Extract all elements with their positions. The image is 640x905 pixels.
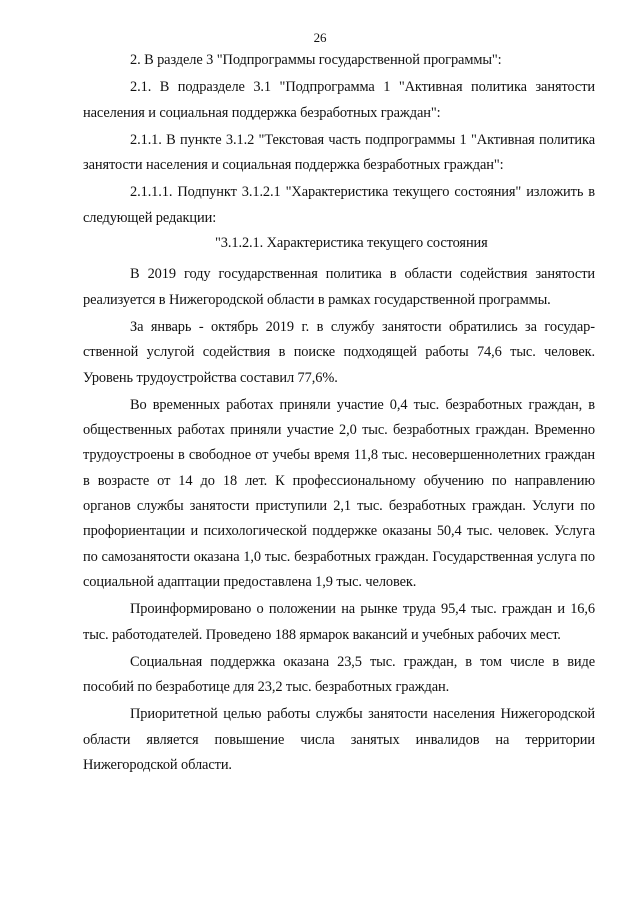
document-body bbox=[83, 48, 595, 778]
paragraph-temporary-works: Во временных работах приняли участие 0,4 тыс. безработных граждан, в общественных работах приняли участие 2,0 тыс. безработных граждан. Временно трудоустроены в свободное от учебы время 11,8 тыс. несовершеннолетних граждан в возрасте от 14 до 18 лет. К профессиональному обучению по направлению органов службы занятости приступили 2,1 тыс. безработных граждан. Услуги по профориентации и психологической поддержке оказаны 50,4 тыс. человек. Услуга по самозанятости оказана 1,0 тыс. безработных граждан. Государственная услуга по социальной адаптации предоставлена 1,9 тыс. человек. bbox=[83, 396, 595, 590]
paragraph-policy-2019: В 2019 году государственная политика в области содействия занятости реализуется в Нижегородской области в рамках государственной программы. bbox=[83, 266, 595, 308]
paragraph-social-support: Социальная поддержка оказана 23,5 тыс. граждан, в том числе в виде пособий по безработице для 23,2 тыс. безработных граждан. bbox=[83, 653, 595, 696]
paragraph-section-3: 2. В разделе 3 "Подпрограммы государственной программы": bbox=[130, 52, 502, 68]
paragraph-subsection-3-1: 2.1. В подразделе 3.1 "Подпрограмма 1 "Активная политика занятости населения и социальная поддержка безработных граждан": bbox=[83, 79, 595, 121]
section-heading: "3.1.2.1. Характеристика текущего состояния bbox=[215, 235, 488, 252]
paragraph-subitem-3-1-2-1: 2.1.1.1. Подпункт 3.1.2.1 "Характеристика текущего состояния" изложить в следующей редакции: bbox=[83, 184, 595, 226]
paragraph-labor-market-info: Проинформировано о положении на рынке труда 95,4 тыс. граждан и 16,6 тыс. работодателей. Проведено 188 ярмарок вакансий и учебных рабочих мест. bbox=[83, 601, 595, 643]
page-number: 26 bbox=[313, 30, 327, 45]
paragraph-item-3-1-2: 2.1.1. В пункте 3.1.2 "Текстовая часть подпрограммы 1 "Активная политика занятости населения и социальная поддержка безработных граждан": bbox=[83, 131, 595, 174]
paragraph-priority-goal: Приоритетной целью работы службы занятости населения Нижегородской области является повышение числа занятых инвалидов на территории Нижегородской области. bbox=[83, 706, 595, 774]
paragraph-jan-oct-stats: За январь - октябрь 2019 г. в службу занятости обратились за государственной услугой содействия в поиске подходящей работы 74,6 тыс. человек. Уровень трудоустройства составил 77,6%. bbox=[83, 318, 595, 386]
